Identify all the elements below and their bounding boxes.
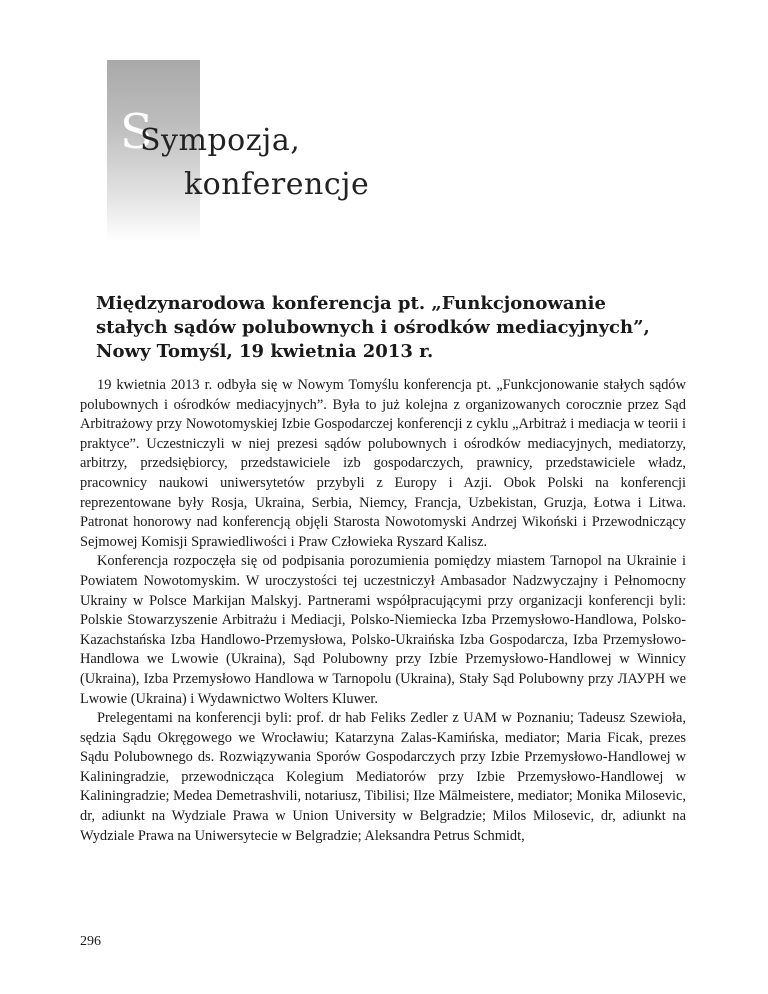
- section-title-line-2: konferencje: [184, 167, 370, 202]
- body-paragraph: 19 kwietnia 2013 r. odbyła się w Nowym Tomyślu konferencja pt. „Funkcjonowanie stałych sądów polubownych i ośrodków mediacyjnych”. Była to już kolejna z organizowanych corocznie przez Sąd Arbitrażowy przy Nowotomyskiej Izbie Gospodarczej konferencji z cyklu „Arbitraż i mediacja w teorii i praktyce”. Uczestniczyli w niej prezesi sądów polubownych i ośrodków mediacyjnych, mediatorzy, arbitrzy, przedsiębiorcy, przedstawiciele izb gospodarczych, prawnicy, przedstawiciele władz, pracownicy naukowi uniwersytetów przybyli z Europy i Azji. Obok Polski na konferencji reprezentowane były Rosja, Ukraina, Serbia, Niemcy, Francja, Uzbekistan, Gruzja, Łotwa i Litwa. Patronat honorowy nad konferencją objęli Starosta Nowotomyski Andrzej Wikoński i Przewodniczący Sejmowej Komisji Sprawiedliwości i Praw Człowieka Ryszard Kalisz.: [80, 377, 686, 550]
- body-paragraph: Konferencja rozpoczęła się od podpisania porozumienia pomiędzy miastem Tarnopol na Ukrainie i Powiatem Nowotomyskim. W uroczystości tej uczestniczył Ambasador Nadzwyczajny i Pełnomocny Ukrainy w Polsce Markijan Malskyj. Partnerami współpracującymi przy organizacji konferencji byli: Polskie Stowarzyszenie Arbitrażu i Mediacji, Polsko-Niemiecka Izba Przemysłowo-Handlowa, Polsko-Kazachstańska Izba Handlowo-Przemysłowa, Polsko-Ukraińska Izba Gospodarcza, Izba Przemysłowo-Handlowa we Lwowie (Ukraina), Sąd Polubowny przy Izbie Przemysłowo-Handlowej w Winnicy (Ukraina), Izba Przemysłowo Handlowa w Tarnopolu (Ukraina), Stały Sąd Polubowny przy ЛАУРН we Lwowie (Ukraina) i Wydawnictwo Wolters Kluwer.: [80, 553, 686, 707]
- article-heading-line: stałych sądów polubownych i ośrodków mediacyjnych”,: [96, 317, 650, 338]
- article-heading-line: Nowy Tomyśl, 19 kwietnia 2013 r.: [96, 341, 434, 362]
- article-body: [80, 376, 686, 846]
- page-number: 296: [80, 934, 101, 949]
- article-heading: [96, 292, 676, 364]
- body-paragraph: Prelegentami na konferencji byli: prof. dr hab Feliks Zedler z UAM w Poznaniu; Tadeusz Szewioła, sędzia Sądu Okręgowego we Wrocławiu; Katarzyna Zalas-Kamińska, mediator; Maria Ficak, prezes Sądu Polubownego ds. Rozwiązywania Sporów Gospodarczych przy Izbie Przemysłowo-Handlowej w Kaliningradzie, przewodnicząca Kolegium Mediatorów przy Izbie Przemysłowo-Handlowej w Kaliningradzie; Medea Demetrashvili, notariusz, Tibilisi; Ilze Mālmeistere, mediator; Monika Milosevic, dr, adiunkt na Wydziale Prawa w Union University w Belgradzie; Milos Milosevic, dr, adiunkt na Wydziale Prawa na Uniwersytecie w Belgradzie; Aleksandra Petrus Schmidt,: [80, 710, 686, 844]
- article-heading-line: Międzynarodowa konferencja pt. „Funkcjonowanie: [96, 293, 606, 314]
- section-title-line-1: Sympozja,: [140, 123, 301, 158]
- section-initial: S: [120, 104, 153, 160]
